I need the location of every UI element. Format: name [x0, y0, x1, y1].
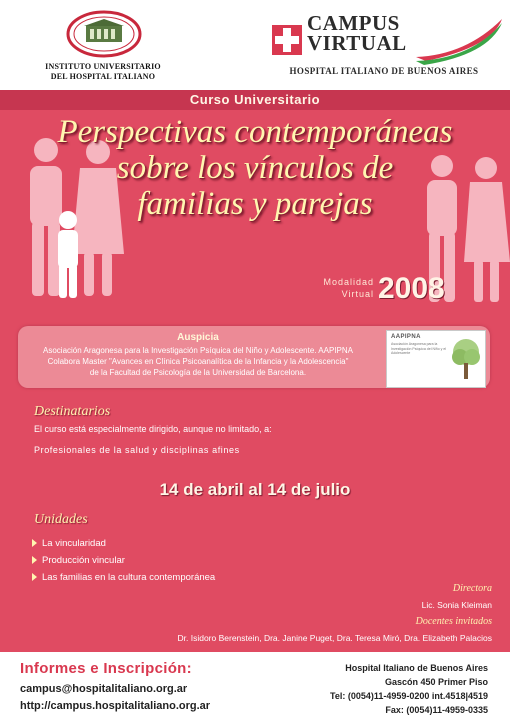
directora-name: Lic. Sonia Kleiman — [421, 600, 492, 610]
footer-title: Informes e Inscripción: — [20, 660, 192, 677]
unidad-label: La vincularidad — [42, 538, 106, 549]
course-title-line1: Perspectivas contemporáneas — [57, 114, 453, 150]
modality-line1: Modalidad — [323, 277, 374, 287]
destinatarios-line1: El curso está especialmente dirigido, aunque no limitado, a: — [34, 424, 272, 434]
campus-url-link[interactable]: http://campus.hospitalitaliano.org.ar — [20, 700, 211, 712]
campus-subtitle: HOSPITAL ITALIANO DE BUENOS AIRES — [289, 66, 479, 76]
auspicia-title: Auspicia — [177, 332, 219, 343]
bullet-arrow-icon — [32, 573, 37, 581]
footer-hospital: Hospital Italiano de Buenos Aires — [345, 663, 488, 673]
institute-seal-icon — [66, 10, 142, 58]
destinatarios-heading: Destinatarios — [34, 404, 111, 419]
course-title-line3: familias y parejas — [137, 186, 373, 222]
unidad-label: Las familias en la cultura contemporánea — [42, 572, 216, 583]
auspicia-line: Asociación Aragonesa para la Investigación Psíquica del Niño y Adolescente. AAPIPNA — [43, 346, 353, 355]
destinatarios-line2: Profesionales de la salud y disciplinas afines — [34, 445, 240, 455]
bullet-arrow-icon — [32, 539, 37, 547]
contact-email-link[interactable]: campus@hospitalitaliano.org.ar — [20, 683, 188, 695]
aapipna-logo — [386, 330, 486, 388]
poster — [0, 90, 510, 652]
campus-title-line2: VIRTUAL — [307, 31, 407, 55]
modality-label — [300, 276, 374, 300]
docentes-heading: Docentes invitados — [415, 616, 492, 627]
course-year: 2008 — [378, 272, 445, 305]
directora-heading: Directora — [452, 583, 492, 594]
footer-phone: Tel: (0054)11-4959-0200 int.4518|4519 — [330, 691, 488, 701]
aapipna-logo-text: Asociación Aragonesa para la Investigación Psíquica del Niño y el Adolescente — [391, 342, 447, 355]
institute-name-line1: INSTITUTO UNIVERSITARIO — [45, 62, 161, 71]
unidad-item — [32, 572, 215, 583]
docentes-names: Dr. Isidoro Berenstein, Dra. Janine Puget, Dra. Teresa Miró, Dra. Elizabeth Palacios — [177, 633, 492, 643]
footer-fax: Fax: (0054)11-4959-0335 — [385, 705, 488, 715]
footer-address: Gascón 450 Primer Piso — [384, 677, 488, 687]
institute-name-line2: DEL HOSPITAL ITALIANO — [50, 72, 156, 81]
unidad-item — [32, 555, 125, 566]
unidad-label: Producción vincular — [42, 555, 125, 566]
auspicia-line: de la Facultad de Psicología de la Universidad de Barcelona. — [89, 368, 307, 377]
course-dates: 14 de abril al 14 de julio — [159, 480, 351, 499]
modality-line2: Virtual — [341, 289, 374, 299]
aapipna-logo-name: AAPIPNA — [391, 334, 421, 340]
bullet-arrow-icon — [32, 556, 37, 564]
tree-icon — [451, 337, 481, 381]
unidad-item — [32, 538, 106, 549]
campus-title-line1: CAMPUS — [307, 11, 400, 35]
unidades-heading: Unidades — [34, 512, 88, 527]
auspicia-line: Colabora Master "Avances en Clínica Psicoanalítica de la Infancia y la Adolescencia" — [47, 357, 349, 366]
course-title-line2: sobre los vínculos de — [116, 150, 394, 186]
course-kicker: Curso Universitario — [189, 92, 321, 107]
